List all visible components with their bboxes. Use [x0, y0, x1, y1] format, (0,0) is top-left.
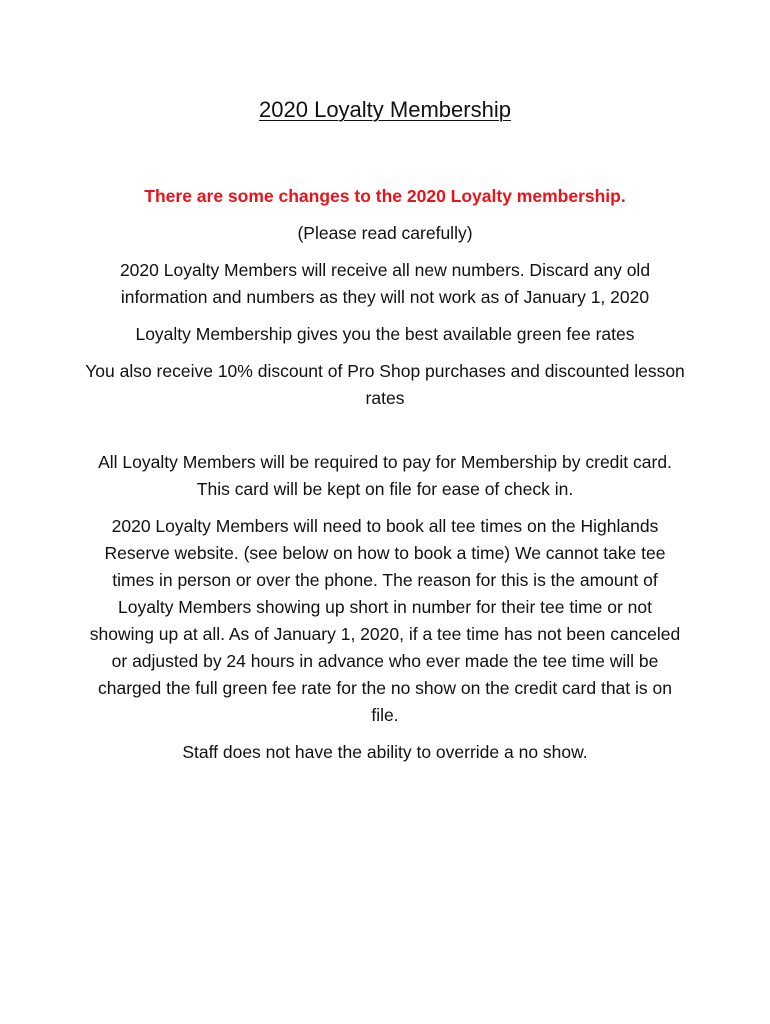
document-title: 2020 Loyalty Membership — [259, 97, 511, 122]
changes-notice: There are some changes to the 2020 Loyalty membership. — [144, 186, 626, 206]
document-body — [85, 183, 685, 766]
discount-paragraph: You also receive 10% discount of Pro Shop purchases and discounted lesson rates — [85, 361, 685, 408]
booking-paragraph: 2020 Loyalty Members will need to book all tee times on the Highlands Reserve website. (see below on how to book a time) We cannot take tee times in person or over the phone. The reason for this is the amount of Loyalty Members showing up short in number for their tee time or not showing up at all. As of January 1, 2020, if a tee time has not been canceled or adjusted by 24 hours in advance who ever made the tee time will be charged the full green fee rate for the no show on the credit card that is on file. — [89, 516, 681, 725]
no-override-paragraph: Staff does not have the ability to override a no show. — [182, 742, 588, 762]
new-numbers-paragraph: 2020 Loyalty Members will receive all new numbers. Discard any old information and numbers as they will not work as of January 1, 2020 — [119, 260, 651, 307]
read-carefully-note: (Please read carefully) — [297, 223, 473, 243]
best-rates-paragraph: Loyalty Membership gives you the best available green fee rates — [135, 324, 635, 344]
credit-card-paragraph: All Loyalty Members will be required to pay for Membership by credit card. This card will be kept on file for ease of check in. — [98, 452, 672, 499]
